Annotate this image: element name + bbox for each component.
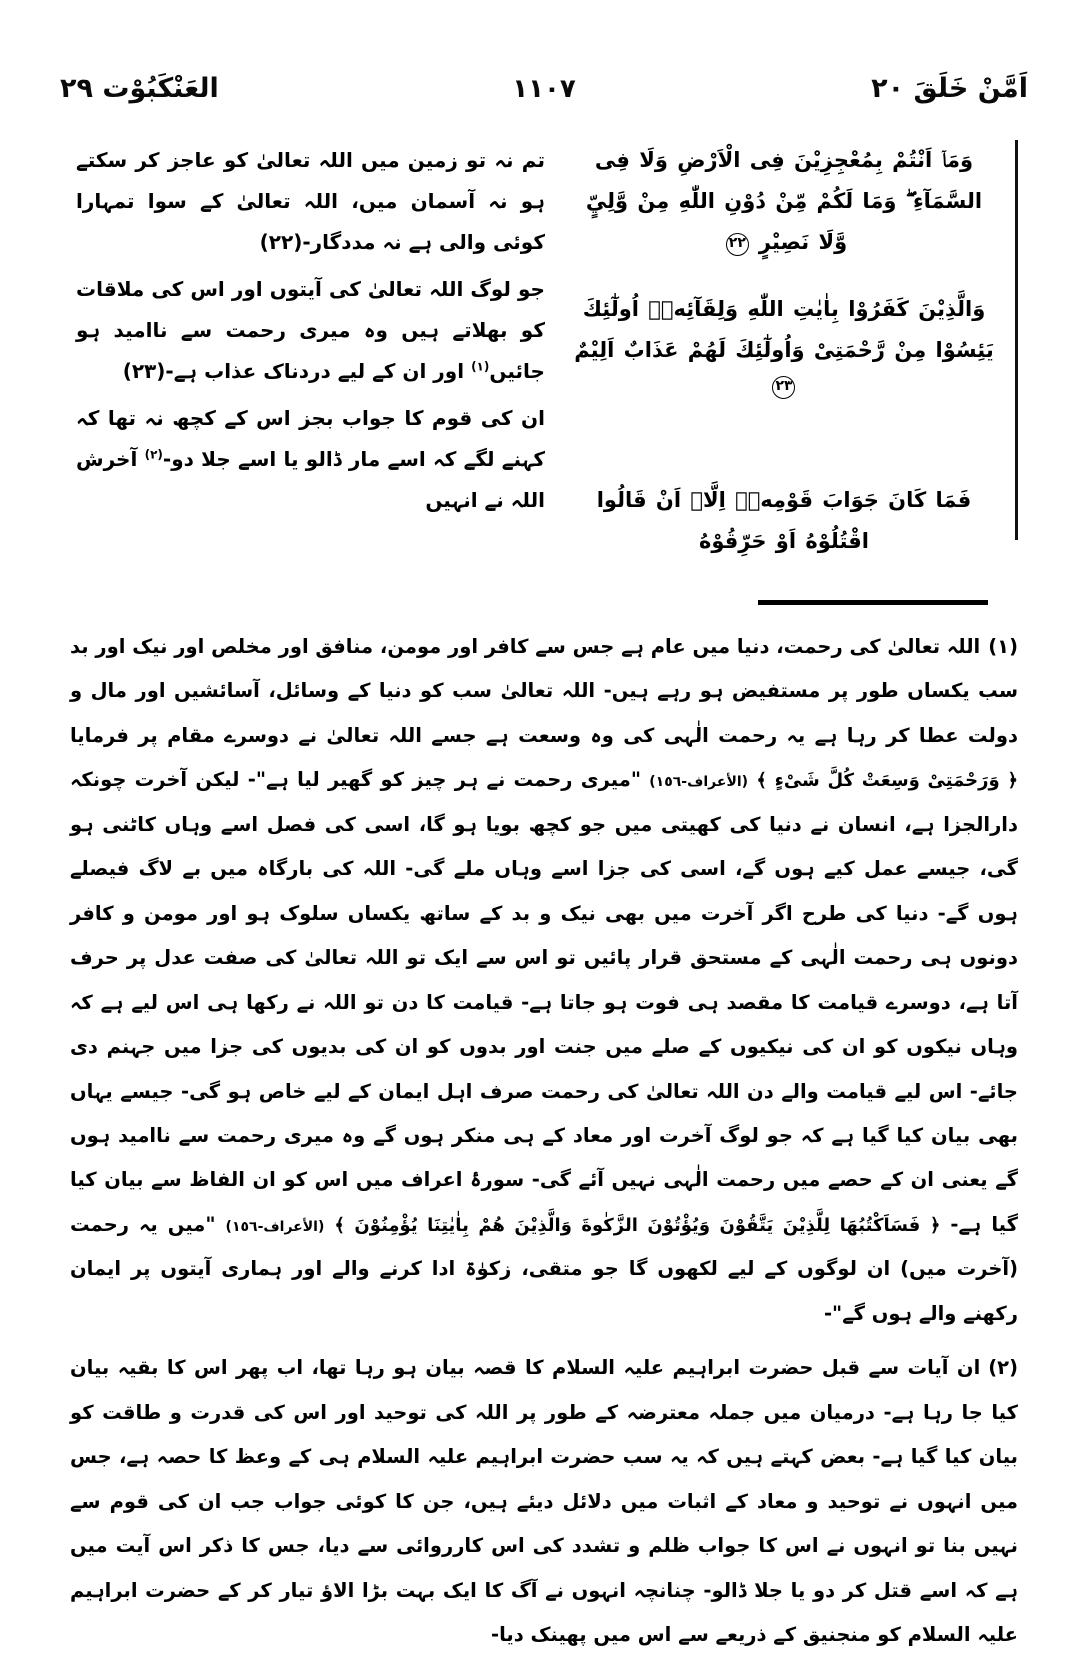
footnote-text: "میری رحمت نے ہر چیز کو گھیر لیا ہے"- لیکن آخرت چونکہ دارالجزا ہے، انسان نے دنیا کی کھیتی میں جو کچھ بویا ہو گا، اسی کی فصل اسے وہاں کاٹنی ہو گی، جیسے عمل کیے ہوں گے، اسی کی جزا اسے وہاں ملے گی- اللہ کی بارگاہ میں بے لاگ فیصلے ہوں گے- دنیا کی طرح اگر آخرت میں بھی نیک و بد کے ساتھ یکساں سلوک ہو اور مومن و کافر دونوں ہی رحمت الٰہی کے مستحق قرار پائیں تو اس سے ایک تو اللہ تعالیٰ کی صفت عدل پر حرف آتا ہے، دوسرے قیامت کا مقصد ہی فوت ہو جاتا ہے- قیامت کا دن تو اللہ نے رکھا ہی اس لیے ہے کہ وہاں نیکوں کو ان کی نیکیوں کے صلے میں جنت اور بدوں کو ان کی بدیوں کی جزا میں جہنم دی جائے- اس لیے قیامت والے دن اللہ تعالیٰ کی رحمت صرف اہل ایمان کے لیے خاص ہو گی- جیسے یہاں بھی بیان کیا گیا ہے کہ جو لوگ آخرت اور معاد کے ہی منکر ہوں گے وہ میری رحمت سے ناامید ہوں گے یعنی ان کے حصے میں رحمت الٰہی نہیں آئے گی- سورۂ اعراف میں اس کو ان الفاظ سے بیان کیا گیا ہے-	[70, 768, 1018, 1236]
footnote-text: ان آیات سے قبل حضرت ابراہیم علیہ السلام کا قصہ بیان ہو رہا تھا، اب پھر اس کا بقیہ بیان کیا جا رہا ہے- درمیان میں جملہ معترضہ کے طور پر اللہ کی توحید اور اس کی قدرت و طاقت کو بیان کیا گیا ہے- بعض کہتے ہیں کہ یہ سب حضرت ابراہیم علیہ السلام ہی کے وعظ کا حصہ ہے، جس میں انہوں نے توحید و معاد کے اثبات میں دلائل دیئے ہیں، جن کا کوئی جواب جب ان کی قوم سے نہیں بنا تو انہوں نے اس کا جواب ظلم و تشدد کی اس کارروائی سے دیا، جس کا ذکر اس آیت میں ہے کہ اسے قتل کر دو یا جلا ڈالو- چنانچہ انہوں نے آگ کا ایک بہت بڑا الاؤ تیار کر کے حضرت ابراہیم علیہ السلام کو منجنیق کے ذریعے سے اس میں پھینک دیا-	[70, 1356, 1018, 1646]
urdu-text: جو لوگ اللہ تعالیٰ کی آیتوں اور اس کی ملاقات کو بھلاتے ہیں وہ میری رحمت سے ناامید ہو جائیں	[76, 277, 545, 383]
footnote-marker: (١)	[988, 635, 1018, 658]
ayah-block	[567, 140, 1001, 263]
footnote-marker-ref[interactable]: (١)	[471, 359, 490, 374]
urdu-paragraph	[76, 398, 545, 521]
arabic-verse-column	[563, 140, 1018, 553]
urdu-text-continued: اور ان کے لیے دردناک عذاب ہے-	[165, 359, 465, 383]
ayah-number: ٢٣	[772, 376, 795, 399]
footnote-2	[70, 1346, 1018, 1654]
header-page-number: ١١٠٧	[512, 74, 576, 104]
footnote-marker-ref[interactable]: (٢)	[144, 447, 163, 462]
header-juz-label: اَمَّنْ خَلَقَ ٢٠	[871, 72, 1028, 104]
ayah-text: وَالَّذِيْنَ كَفَرُوْا بِاٰيٰتِ اللّٰهِ وَلِقَآئِهٖۤ اُولٰٓئِكَ يَئِسُوْا مِنْ رَّحْمَتِىْ وَاُولٰٓئِكَ لَهُمْ عَذَابٌ اَلِيْمٌ	[574, 296, 994, 362]
verse-number: (٢٢)	[259, 230, 303, 254]
ayah-spacer	[567, 428, 1001, 480]
footnote-divider	[758, 600, 988, 605]
footnote-text: اللہ تعالیٰ کی رحمت، دنیا میں عام ہے جس سے کافر اور مومن، منافق اور مخلص اور نیک اور بد سب یکساں طور پر مستفیض ہو رہے ہیں- اللہ تعالیٰ سب کو دنیا کے وسائل، آسائشیں اور مال و دولت عطا کر رہا ہے یہ رحمت الٰہی کی وہ وسعت ہے جسے اللہ تعالیٰ نے دوسرے مقام پر فرمایا	[70, 635, 1018, 747]
urdu-paragraph	[76, 269, 545, 392]
header-surah-label: العَنْكَبُوْت ٢٩	[60, 72, 219, 104]
quran-citation: (الأعراف-١٥٦)	[649, 774, 749, 791]
footnote-marker: (٢)	[988, 1356, 1018, 1380]
quran-citation: (الأعراف-١٥٦)	[225, 1218, 325, 1235]
ayah-text: فَمَا كَانَ جَوَابَ قَوْمِهٖۤ اِلَّاۤ اَنْ قَالُوا اقْتُلُوْهُ اَوْ حَرِّقُوْهُ	[596, 487, 972, 553]
ayah-number: ٢٢	[726, 233, 749, 256]
urdu-text-continued: آخرش اللہ نے انہیں	[76, 447, 545, 512]
quran-quote: ﴿ وَرَحْمَتِىْ وَسِعَتْ كُلَّ شَىْءٍ ﴾	[756, 770, 1018, 792]
ayah-block	[567, 480, 1001, 562]
urdu-text: ان کی قوم کا جواب بجز اس کے کچھ نہ تھا کہ کہنے لگے کہ اسے مار ڈالو یا اسے جلا دو-	[76, 406, 545, 471]
urdu-text: تم نہ تو زمین میں اللہ تعالیٰ کو عاجز کر سکتے ہو نہ آسمان میں، اللہ تعالیٰ کے سوا تمہارا کوئی والی ہے نہ مددگار-	[76, 148, 545, 254]
footnotes-section	[70, 625, 1018, 1654]
urdu-translation-column	[70, 140, 563, 540]
page-header	[60, 62, 1028, 114]
ayah-block	[567, 289, 1001, 402]
quran-quote: ﴿ فَسَاَكْتُبُهَا لِلَّذِيْنَ يَتَّقُوْنَ وَيُؤْتُوْنَ الزَّكٰوةَ وَالَّذِيْنَ هُمْ بِاٰيٰتِنَا يُؤْمِنُوْنَ ﴾	[334, 1214, 941, 1236]
footnote-text: "میں یہ رحمت (آخرت میں) ان لوگوں کے لیے لکھوں گا جو متقی، زکوٰۃ ادا کرنے والے اور ہماری آیتوں پر ایمان رکھنے والے ہوں گے"-	[70, 1212, 1018, 1325]
urdu-paragraph	[76, 140, 545, 263]
ayah-text: وَمَاۤ اَنْتُمْ بِمُعْجِزِيْنَ فِى الْاَرْضِ وَلَا فِى السَّمَآءِ ۖ وَمَا لَكُمْ مِّنْ دُوْنِ اللّٰهِ مِنْ وَّلِيٍّ وَّلَا نَصِيْرٍ	[585, 148, 983, 254]
footnote-1	[70, 625, 1018, 1336]
scripture-body	[70, 140, 1018, 553]
verse-number: (٢٣)	[122, 359, 166, 383]
